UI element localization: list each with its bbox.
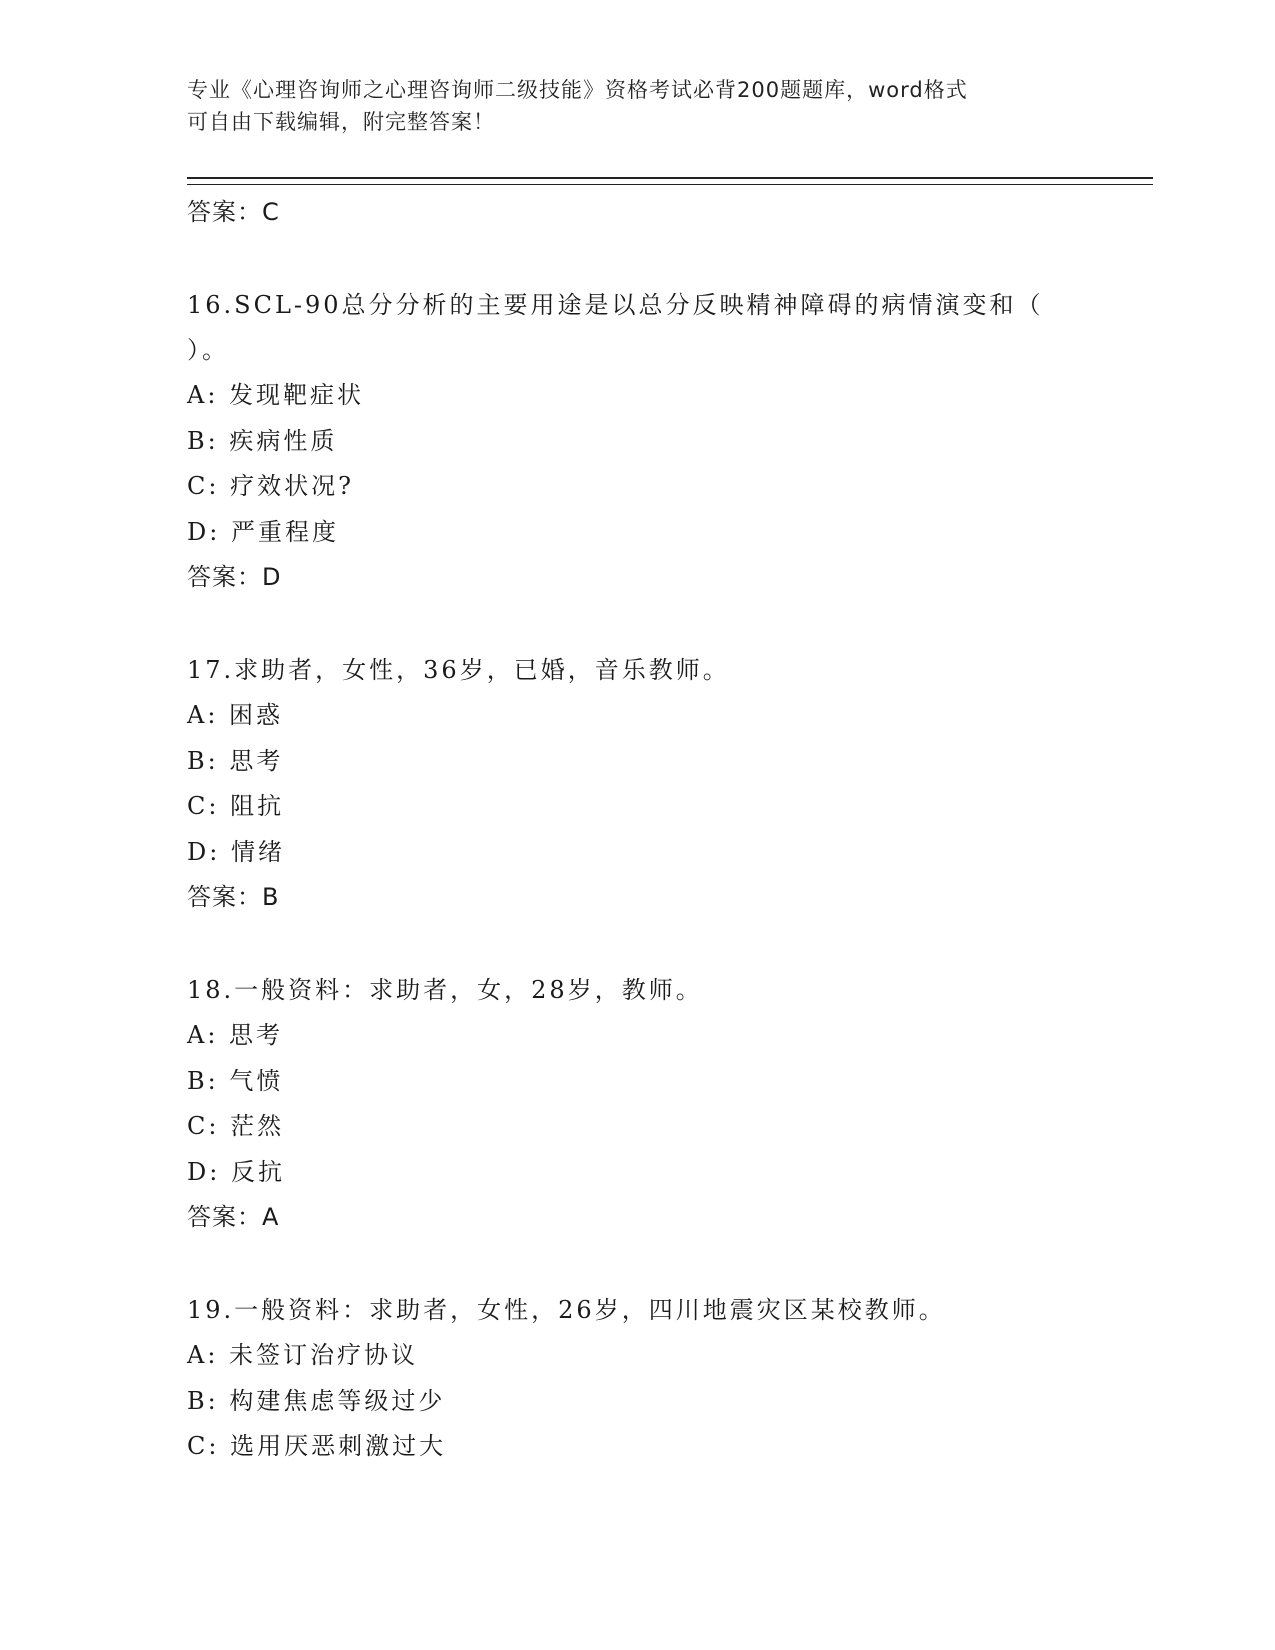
option-d: D: 情绪: [187, 837, 285, 866]
option-c: C: 茫然: [187, 1112, 285, 1140]
header-line-1: 专业《心理咨询师之心理咨询师二级技能》资格考试必背200题题库，word格式: [187, 78, 968, 102]
header-divider: [187, 177, 1153, 185]
option-c: C: 疗效状况?: [187, 472, 354, 500]
option-a: A: 发现靶症状: [187, 381, 365, 409]
spacer: [187, 601, 1107, 648]
question-18: [187, 968, 1107, 1241]
answer-line: 答案：D: [187, 563, 282, 591]
question-17: [187, 648, 1107, 921]
document-body: [187, 190, 1107, 1470]
spacer: [187, 921, 1107, 968]
option-b: B: 思考: [187, 746, 284, 775]
option-a: A: 困惑: [187, 701, 284, 729]
header-line-2: 可自由下载编辑，附完整答案！: [187, 110, 495, 134]
spacer: [187, 1241, 1107, 1288]
document-header: [187, 74, 1087, 138]
option-a: A: 未签订治疗协议: [187, 1341, 419, 1369]
option-d: D: 严重程度: [187, 517, 339, 546]
question-stem: 19.一般资料：求助者，女性，26岁，四川地震灾区某校教师。: [187, 1295, 946, 1324]
option-b: B: 构建焦虑等级过少: [187, 1386, 446, 1415]
answer-line: 答案：C: [187, 198, 280, 226]
question-16: [187, 283, 1107, 601]
question-19: [187, 1288, 1107, 1470]
question-stem: 16.SCL-90总分分析的主要用途是以总分反映精神障碍的病情演变和（: [187, 290, 1044, 319]
question-stem: 18.一般资料：求助者，女，28岁，教师。: [187, 975, 703, 1004]
option-c: C: 选用厌恶刺激过大: [187, 1432, 447, 1460]
answer-line: 答案：A: [187, 1203, 280, 1231]
option-b: B: 气愤: [187, 1066, 284, 1095]
option-d: D: 反抗: [187, 1157, 285, 1186]
question-stem-continued: ）。: [187, 336, 229, 364]
option-c: C: 阻抗: [187, 792, 285, 820]
spacer: [187, 236, 1107, 283]
answer-line: 答案：B: [187, 883, 280, 911]
option-b: B: 疾病性质: [187, 426, 338, 455]
option-a: A: 思考: [187, 1021, 284, 1049]
question-stem: 17.求助者，女性，36岁，已婚，音乐教师。: [187, 655, 730, 684]
